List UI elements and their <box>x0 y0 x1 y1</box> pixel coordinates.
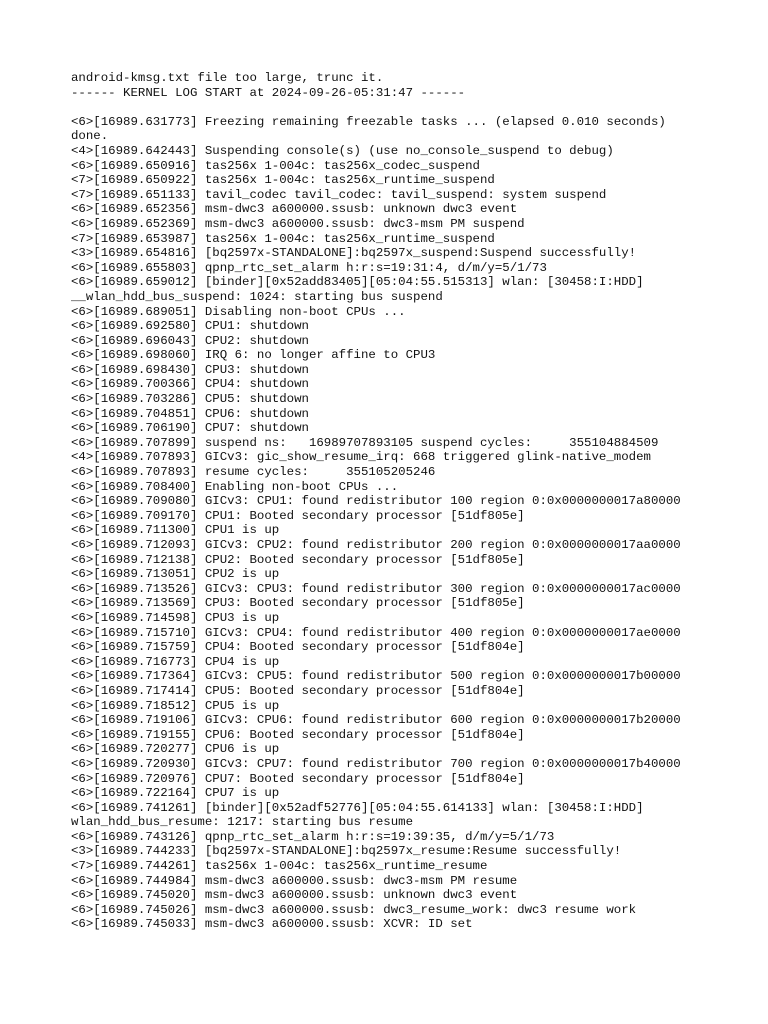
log-line: <6>[16989.698060] IRQ 6: no longer affine to CPU3 <box>71 348 436 363</box>
log-line: <6>[16989.744984] msm-dwc3 a600000.ssusb: dwc3-msm PM resume <box>71 873 518 888</box>
log-line: <6>[16989.703286] CPU5: shutdown <box>71 392 309 407</box>
log-line: <6>[16989.709170] CPU1: Booted secondary processor [51df805e] <box>71 508 525 523</box>
log-line: <6>[16989.745033] msm-dwc3 a600000.ssusb: XCVR: ID set <box>71 917 473 932</box>
log-line: <6>[16989.652356] msm-dwc3 a600000.ssusb: unknown dwc3 event <box>71 202 518 217</box>
log-line: wlan_hdd_bus_resume: 1217: starting bus resume <box>71 815 414 830</box>
log-line: <6>[16989.714598] CPU3 is up <box>71 610 280 625</box>
log-line: <6>[16989.715759] CPU4: Booted secondary processor [51df804e] <box>71 640 525 655</box>
log-line: <6>[16989.741261] [binder][0x52adf52776][05:04:55.614133] wlan: [30458:I:HDD] <box>71 800 644 815</box>
log-line: <6>[16989.712138] CPU2: Booted secondary processor [51df805e] <box>71 552 525 567</box>
log-line: <4>[16989.642443] Suspending console(s) (use no_console_suspend to debug) <box>71 143 614 158</box>
log-document <box>71 71 768 1024</box>
log-line: <7>[16989.651133] tavil_codec tavil_codec: tavil_suspend: system suspend <box>71 187 607 202</box>
log-line: <6>[16989.717364] GICv3: CPU5: found redistributor 500 region 0:0x0000000017b00000 <box>71 669 681 684</box>
log-line: <7>[16989.653987] tas256x 1-004c: tas256x_runtime_suspend <box>71 231 495 246</box>
truncation-notice: android-kmsg.txt file too large, trunc it. <box>71 71 384 85</box>
log-body <box>71 100 768 932</box>
log-line: <6>[16989.708400] Enabling non-boot CPUs ... <box>71 479 399 494</box>
log-line: <6>[16989.716773] CPU4 is up <box>71 654 280 669</box>
log-line: __wlan_hdd_bus_suspend: 1024: starting bus suspend <box>71 289 443 304</box>
log-line: <6>[16989.713051] CPU2 is up <box>71 567 280 582</box>
log-start-banner: ------ KERNEL LOG START at 2024-09-26-05:31:47 ------ <box>71 85 466 100</box>
log-line: <6>[16989.696043] CPU2: shutdown <box>71 333 309 348</box>
log-line: <6>[16989.720277] CPU6 is up <box>71 742 280 757</box>
log-line: <6>[16989.718512] CPU5 is up <box>71 698 280 713</box>
log-line: <6>[16989.722164] CPU7 is up <box>71 786 280 801</box>
log-line: <6>[16989.743126] qpnp_rtc_set_alarm h:r:s=19:39:35, d/m/y=5/1/73 <box>71 829 555 844</box>
log-line: <6>[16989.713526] GICv3: CPU3: found redistributor 300 region 0:0x0000000017ac0000 <box>71 581 681 596</box>
log-line: <6>[16989.719106] GICv3: CPU6: found redistributor 600 region 0:0x0000000017b20000 <box>71 713 681 728</box>
log-line: <3>[16989.744233] [bq2597x-STANDALONE]:bq2597x_resume:Resume successfully! <box>71 844 622 859</box>
log-line: <6>[16989.700366] CPU4: shutdown <box>71 377 309 392</box>
log-line: <6>[16989.707899] suspend ns: 16989707893105 suspend cycles: 355104884509 <box>71 435 659 450</box>
log-line: <6>[16989.720976] CPU7: Booted secondary processor [51df804e] <box>71 771 525 786</box>
log-line: <6>[16989.689051] Disabling non-boot CPUs ... <box>71 304 406 319</box>
log-line: <6>[16989.631773] Freezing remaining freezable tasks ... (elapsed 0.010 seconds) <box>71 114 666 129</box>
log-line: <6>[16989.698430] CPU3: shutdown <box>71 362 309 377</box>
log-line: <6>[16989.717414] CPU5: Booted secondary processor [51df804e] <box>71 683 525 698</box>
log-line: <6>[16989.715710] GICv3: CPU4: found redistributor 400 region 0:0x0000000017ae0000 <box>71 625 681 640</box>
log-line: done. <box>71 129 109 144</box>
log-line: <6>[16989.650916] tas256x 1-004c: tas256x_codec_suspend <box>71 158 480 173</box>
log-line: <6>[16989.745020] msm-dwc3 a600000.ssusb: unknown dwc3 event <box>71 888 518 903</box>
log-line <box>71 100 768 115</box>
log-line: <4>[16989.707893] GICv3: gic_show_resume_irq: 668 triggered glink-native_modem <box>71 450 651 465</box>
log-line: <7>[16989.650922] tas256x 1-004c: tas256x_runtime_suspend <box>71 173 495 188</box>
log-line: <6>[16989.719155] CPU6: Booted secondary processor [51df804e] <box>71 727 525 742</box>
log-line: <6>[16989.659012] [binder][0x52add83405][05:04:55.515313] wlan: [30458:I:HDD] <box>71 275 644 290</box>
log-line: <6>[16989.652369] msm-dwc3 a600000.ssusb: dwc3-msm PM suspend <box>71 216 525 231</box>
log-line: <6>[16989.745026] msm-dwc3 a600000.ssusb: dwc3_resume_work: dwc3 resume work <box>71 902 637 917</box>
log-line: <6>[16989.655803] qpnp_rtc_set_alarm h:r:s=19:31:4, d/m/y=5/1/73 <box>71 260 547 275</box>
log-line: <6>[16989.704851] CPU6: shutdown <box>71 406 309 421</box>
log-line: <7>[16989.744261] tas256x 1-004c: tas256x_runtime_resume <box>71 859 488 874</box>
log-line: <6>[16989.713569] CPU3: Booted secondary processor [51df805e] <box>71 596 525 611</box>
log-line: <6>[16989.711300] CPU1 is up <box>71 523 280 538</box>
log-line: <6>[16989.709080] GICv3: CPU1: found redistributor 100 region 0:0x0000000017a80000 <box>71 494 681 509</box>
log-line: <6>[16989.720930] GICv3: CPU7: found redistributor 700 region 0:0x0000000017b40000 <box>71 756 681 771</box>
log-line: <6>[16989.707893] resume cycles: 355105205246 <box>71 465 436 480</box>
log-line: <6>[16989.712093] GICv3: CPU2: found redistributor 200 region 0:0x0000000017aa0000 <box>71 538 681 552</box>
log-line: <3>[16989.654816] [bq2597x-STANDALONE]:bq2597x_suspend:Suspend successfully! <box>71 246 637 261</box>
log-line: <6>[16989.692580] CPU1: shutdown <box>71 319 309 334</box>
log-line: <6>[16989.706190] CPU7: shutdown <box>71 421 309 436</box>
